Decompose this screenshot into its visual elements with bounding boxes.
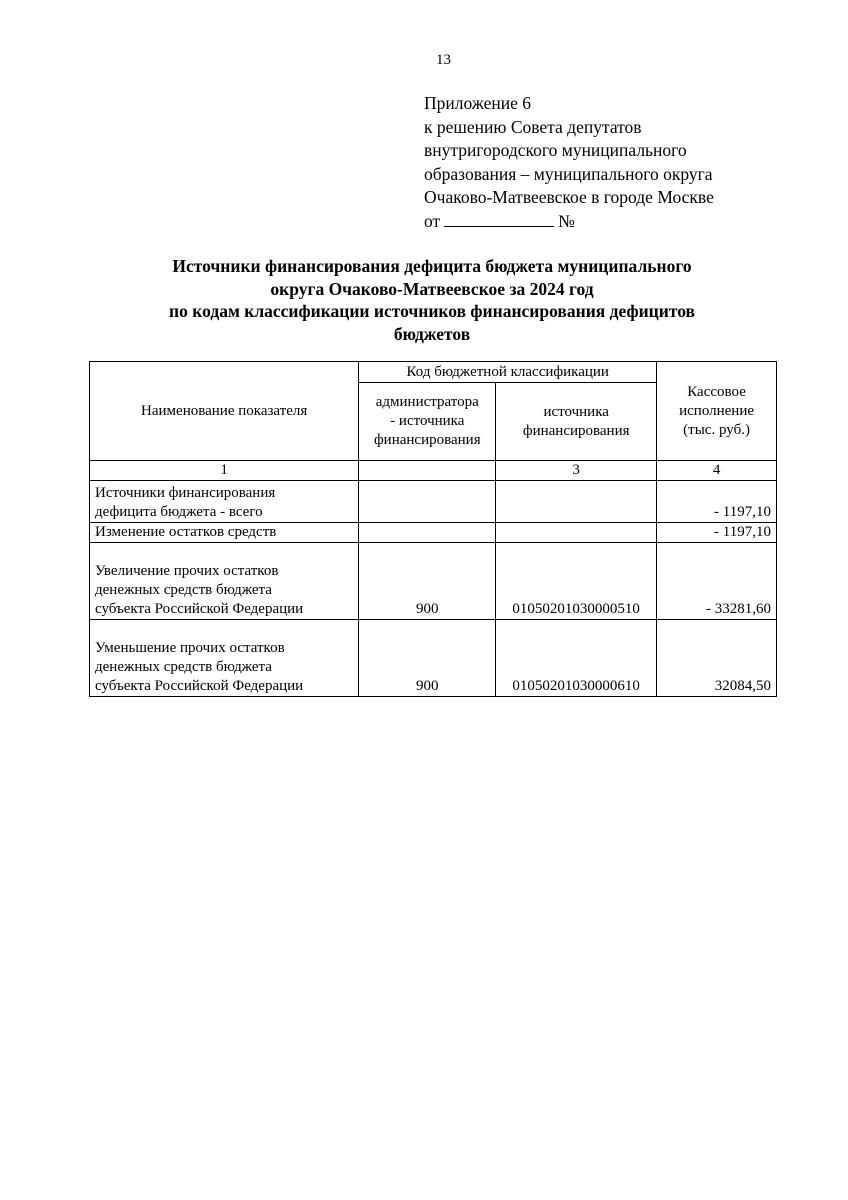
row-source-code: 01050201030000610 [496,620,657,697]
table-row [90,481,777,523]
row-amount: - 1197,10 [657,523,777,543]
blank-date-line [444,210,554,227]
title-line: Источники финансирования дефицита бюджета муниципального [172,256,692,276]
table-row [90,543,777,620]
column-number [359,461,496,481]
row-source-code [496,481,657,523]
title-line: бюджетов [393,323,471,344]
header-execution: Кассовое исполнение (тыс. руб.) [657,362,777,461]
row-name: Источники финансирования дефицита бюджета - всего [90,481,359,523]
document-title [88,255,776,345]
header-name: Наименование показателя [90,362,359,461]
from-label: от [424,210,441,231]
header-administrator: администратора - источника финансирования [359,383,496,461]
row-name: Увеличение прочих остатков денежных средств бюджета субъекта Российской Федерации [90,543,359,620]
header-row-top [90,362,777,383]
row-admin-code: 900 [359,620,496,697]
row-admin-code: 900 [359,543,496,620]
financing-sources-table [89,361,777,697]
appendix-date-line [424,210,714,234]
column-number: 1 [90,461,359,481]
row-spacer [95,543,353,562]
row-name: Уменьшение прочих остатков денежных средств бюджета субъекта Российской Федерации [90,620,359,697]
appendix-block [424,92,714,233]
page-number: 13 [436,52,451,68]
row-amount: - 1197,10 [657,481,777,523]
appendix-line: Очаково-Матвеевское в городе Москве [424,187,714,207]
column-numbers-row [90,461,777,481]
row-name: Изменение остатков средств [90,523,359,543]
row-source-code: 01050201030000510 [496,543,657,620]
title-line: по кодам классификации источников финансирования дефицитов [169,301,695,321]
row-source-code [496,523,657,543]
table-row [90,523,777,543]
header-source: источника финансирования [496,383,657,461]
appendix-line: внутригородского муниципального [424,140,687,160]
row-spacer [95,620,353,639]
row-admin-code [359,523,496,543]
appendix-line: к решению Совета депутатов [424,116,642,137]
column-number: 4 [657,461,777,481]
header-code-group: Код бюджетной классификации [359,362,657,383]
row-admin-code [359,481,496,523]
row-amount: - 33281,60 [657,543,777,620]
title-line: округа Очаково-Матвеевское за 2024 год [270,278,594,299]
row-amount: 32084,50 [657,620,777,697]
appendix-line: образования – муниципального округа [424,163,713,184]
table-row [90,620,777,697]
column-number: 3 [496,461,657,481]
number-sign: № [558,210,575,231]
appendix-line: Приложение 6 [424,93,532,113]
